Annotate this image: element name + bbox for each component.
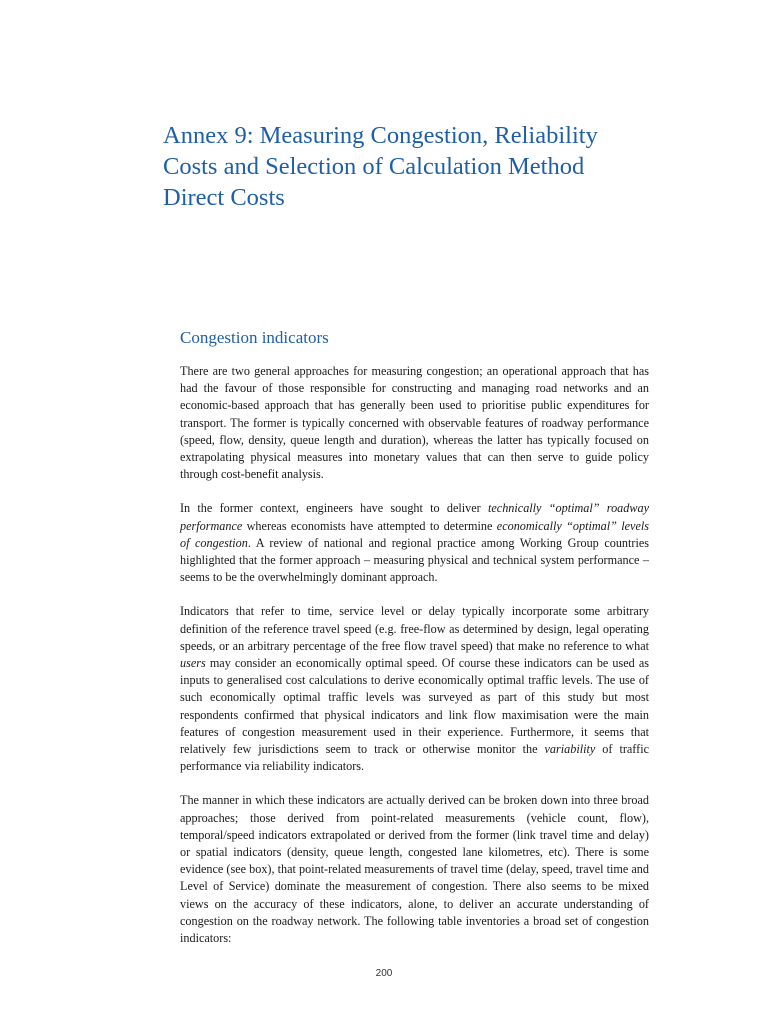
- section-heading: Congestion indicators: [180, 328, 329, 347]
- annex-title-line-3: Direct Costs: [163, 184, 285, 211]
- paragraph-text: of traffic performance via reliability indicators.: [180, 742, 649, 774]
- page-number: 200: [375, 968, 393, 979]
- paragraph-text: whereas economists have attempted to determine: [242, 518, 497, 533]
- paragraph-3: [180, 603, 649, 775]
- body-text: [180, 363, 649, 964]
- paragraph-text: may consider an economically optimal speed. Of course these indicators can be used as inputs to generalised cost calculations to derive economically optimal traffic levels. The use of such economically optimal traffic levels was surveyed as part of this study but most respondents confirmed that physical indicators and link flow maximisation were the main features of congestion measurement used in their experience. Furthermore, it seems that relatively few jurisdictions seem to track or otherwise monitor the: [180, 656, 649, 757]
- italic-text: economically “optimal” levels of congestion: [180, 518, 649, 550]
- italic-text: users: [180, 656, 206, 671]
- annex-title-line-2: Costs and Selection of Calculation Method: [163, 153, 585, 180]
- annex-title-line-1: Annex 9: Measuring Congestion, Reliability: [163, 122, 598, 149]
- italic-text: variability: [544, 742, 596, 757]
- paragraph-text: Indicators that refer to time, service level or delay typically incorporate some arbitrary definition of the reference travel speed (e.g. free-flow as determined by design, legal operating speeds, or an arbitrary percentage of the free flow travel speed) that make no reference to what: [180, 604, 649, 653]
- paragraph-1: [180, 363, 649, 483]
- paragraph-text: The manner in which these indicators are actually derived can be broken down into three broad approaches; those derived from point-related measurements (vehicle count, flow), temporal/speed indicators extrapolated or derived from the former (link travel time and delay) or spatial indicators (density, queue length, congested lane kilometres, etc). There is some evidence (see box), that point-related measurements of travel time (delay, speed, travel time and Level of Service) dominate the measurement of congestion. There also seems to be mixed views on the accuracy of these indicators, alone, to deliver an accurate understanding of congestion on the roadway network. The following table inventories a broad set of congestion indicators:: [180, 793, 649, 946]
- paragraph-text: . A review of national and regional practice among Working Group countries highlighted that the former approach – measuring physical and technical system performance – seems to be the overwhelmingly dominant approach.: [180, 535, 649, 585]
- italic-text: technically “optimal” roadway performance: [180, 501, 649, 533]
- paragraph-4: [180, 792, 649, 947]
- paragraph-2: [180, 500, 649, 586]
- annex-title: [163, 120, 683, 213]
- paragraph-text: In the former context, engineers have sought to deliver: [180, 501, 488, 516]
- paragraph-text: There are two general approaches for measuring congestion; an operational approach that has had the favour of those responsible for constructing and managing road networks and an economic-based approach that has generally been used to prioritise public expenditures for transport. The former is typically concerned with observable features of roadway performance (speed, flow, density, queue length and duration), whereas the latter has typically focused on extrapolating physical measures into monetary values that can then serve to guide policy through cost-benefit analysis.: [180, 364, 649, 482]
